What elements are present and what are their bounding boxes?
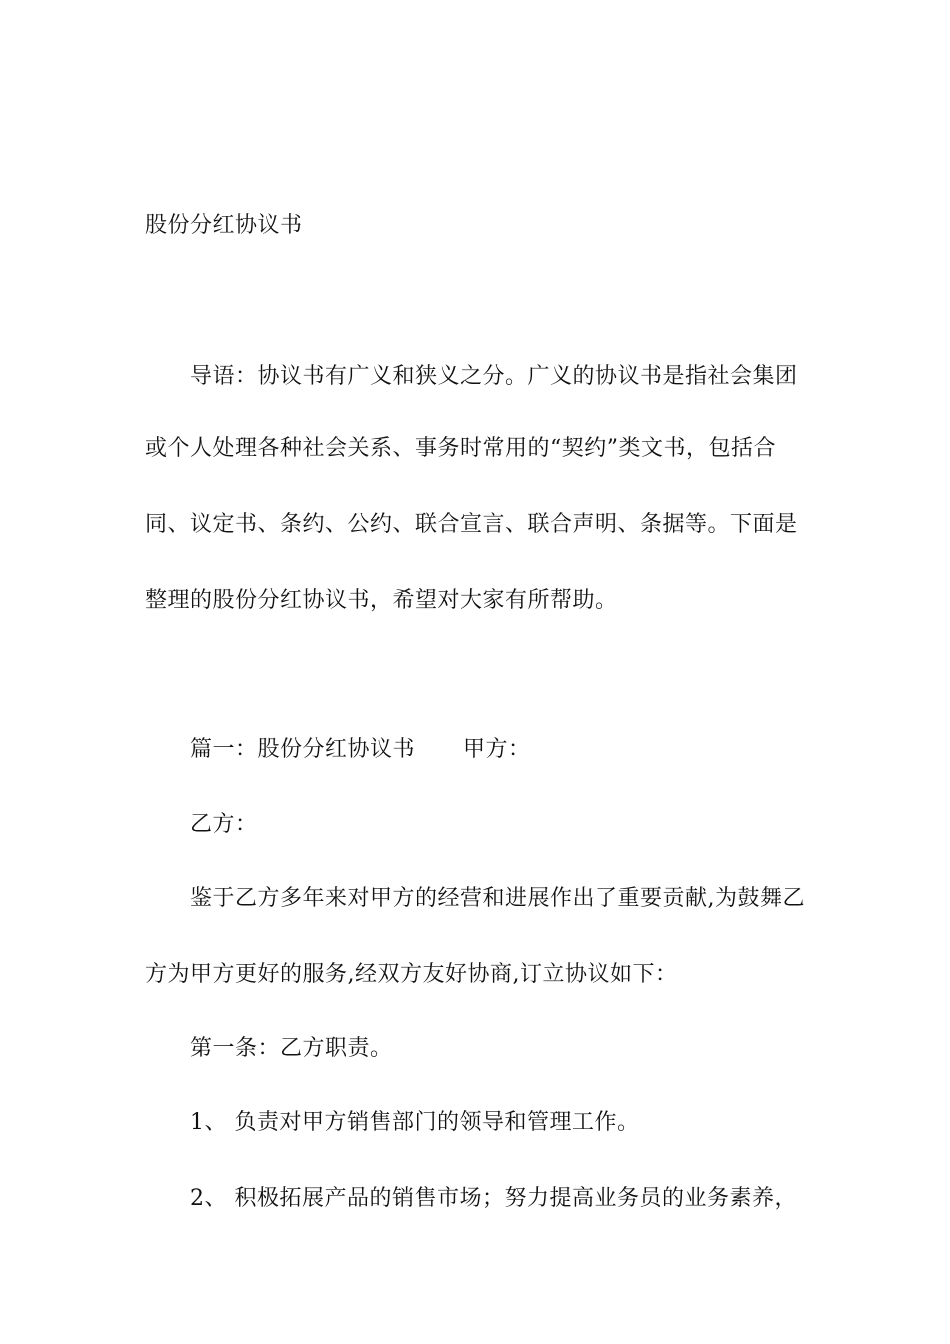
intro-line-1: 导语：协议书有广义和狭义之分。广义的协议书是指社会集团 <box>190 364 798 389</box>
section-heading-row <box>190 735 531 765</box>
intro-line-2: 或个人处理各种社会关系、事务时常用的“契约”类文书，包括合 <box>145 436 776 461</box>
list-item: 1、 负责对甲方销售部门的领导和管理工作。 <box>190 1110 640 1135</box>
party-b-label: 乙方： <box>190 812 258 837</box>
party-a-label: 甲方： <box>463 737 531 762</box>
article-1-heading: 第一条：乙方职责。 <box>190 1036 393 1061</box>
preamble-line-2: 方为甲方更好的服务,经双方友好协商,订立协议如下： <box>145 962 678 987</box>
intro-line-3: 同、议定书、条约、公约、联合宣言、联合声明、条据等。下面是 <box>145 512 798 537</box>
document-title: 股份分红协议书 <box>145 213 303 238</box>
section-heading: 篇一：股份分红协议书 <box>190 737 416 762</box>
preamble-line-1: 鉴于乙方多年来对甲方的经营和进展作出了重要贡献,为鼓舞乙 <box>190 886 805 911</box>
list-item: 2、 积极拓展产品的销售市场；努力提高业务员的业务素养， <box>190 1186 797 1211</box>
intro-line-4: 整理的股份分红协议书，希望对大家有所帮助。 <box>145 588 618 613</box>
